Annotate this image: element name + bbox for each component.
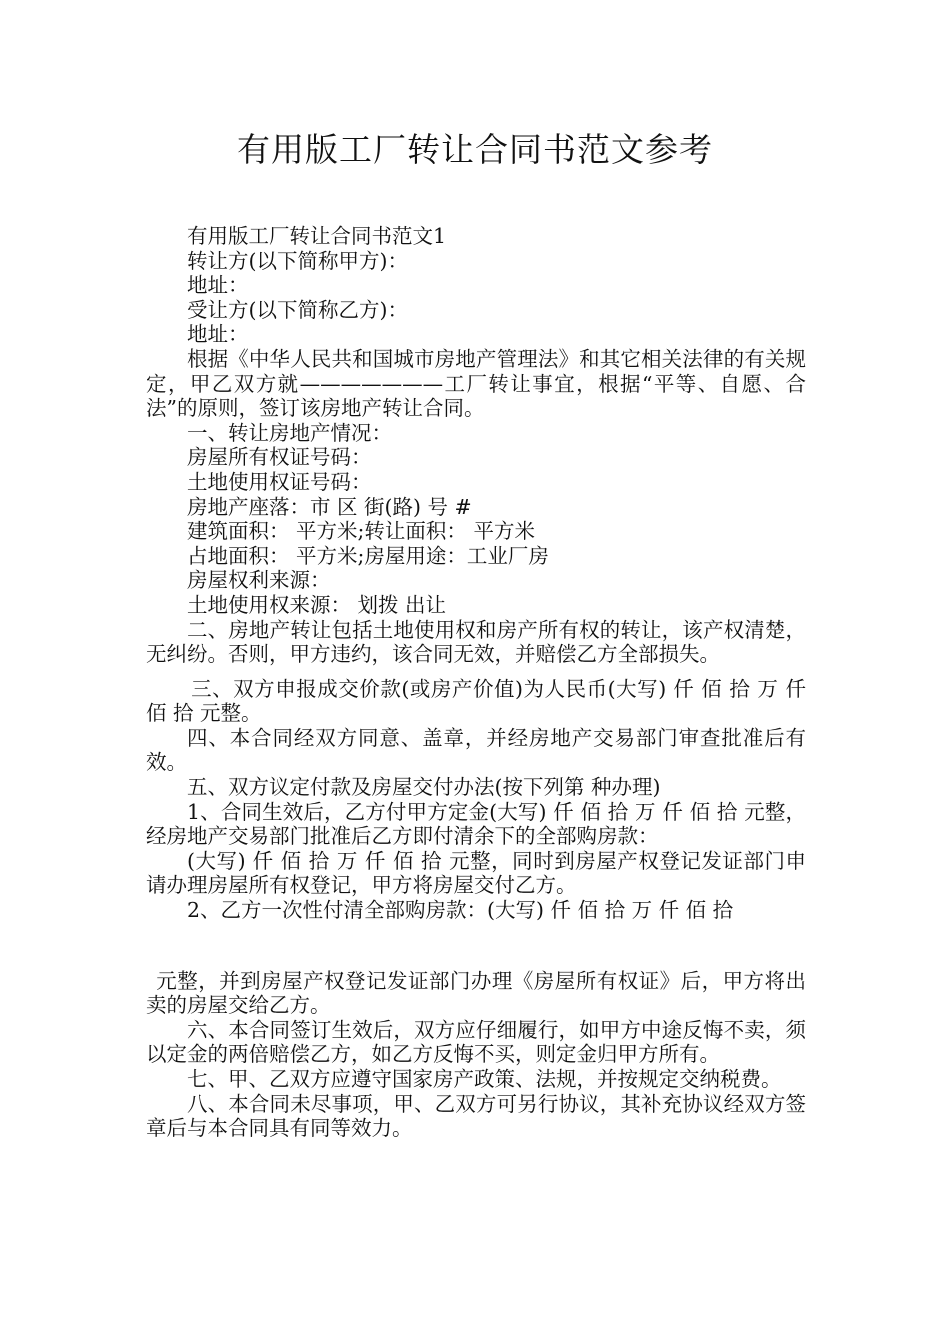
- party-a-address: 地址：: [187, 273, 249, 298]
- location-line: 房地产座落：市 区 街(路) 号 #: [187, 494, 472, 519]
- clause-6-paragraph: 六、本合同签订生效后，双方应仔细履行，如甲方中途反悔不卖，须以定金的两倍赔偿乙方，如乙方反悔不买，则定金归甲方所有。: [146, 1017, 806, 1067]
- ownership-cert-line: 房屋所有权证号码：: [187, 445, 372, 470]
- party-b-address: 地址：: [187, 322, 249, 347]
- party-a-line: 转让方(以下简称甲方)：: [187, 248, 408, 273]
- clause-3-paragraph: 三、双方申报成交价款(或房产价值)为人民币(大写) 仟 佰 拾 万 仟 佰 拾 元整。: [146, 676, 806, 726]
- preamble-paragraph: 根据《中华人民共和国城市房地产管理法》和其它相关法律的有关规定，甲乙双方就———————工厂转让事宜，根据“平等、自愿、合法”的原则，签订该房地产转让合同。: [146, 346, 806, 421]
- clause-5-item-1-continued: (大写) 仟 佰 拾 万 仟 佰 拾 元整，同时到房屋产权登记发证部门申请办理房屋所有权登记，甲方将房屋交付乙方。: [146, 848, 806, 898]
- clause-1-heading: 一、转让房地产情况：: [187, 420, 392, 445]
- floor-area-line: 建筑面积： 平方米;转让面积： 平方米: [187, 519, 535, 544]
- clause-5-item-2: 2、乙方一次性付清全部购房款：(大写) 仟 佰 拾 万 仟 佰 拾: [187, 898, 734, 923]
- clause-7-paragraph: 七、甲、乙双方应遵守国家房产政策、法规，并按规定交纳税费。: [187, 1067, 782, 1091]
- clause-2-paragraph: 二、房地产转让包括土地使用权和房产所有权的转让，该产权清楚，无纠纷。否则，甲方违约，该合同无效，并赔偿乙方全部损失。: [146, 617, 806, 667]
- rights-source-line: 房屋权利来源：: [187, 568, 331, 593]
- document-body: [146, 224, 806, 1141]
- land-rights-source-line: 土地使用权来源： 划拨 出让: [187, 592, 447, 617]
- clause-4-paragraph: 四、本合同经双方同意、盖章，并经房地产交易部门审查批准后有效。: [146, 725, 806, 775]
- land-area-line: 占地面积： 平方米;房屋用途：工业厂房: [187, 543, 549, 568]
- section-heading: 有用版工厂转让合同书范文1: [187, 224, 447, 248]
- party-b-line: 受让方(以下简称乙方)：: [187, 297, 408, 322]
- document-title: 有用版工厂转让合同书范文参考: [237, 130, 713, 169]
- clause-5-item-1: 1、合同生效后，乙方付甲方定金(大写) 仟 佰 拾 万 仟 佰 拾 元整，经房地产交易部门批准后乙方即付清余下的全部购房款：: [146, 799, 806, 849]
- land-cert-line: 土地使用权证号码：: [187, 469, 372, 494]
- clause-5-heading: 五、双方议定付款及房屋交付办法(按下列第 种办理): [187, 775, 661, 800]
- clause-8-paragraph: 八、本合同未尽事项，甲、乙双方可另行协议，其补充协议经双方签章后与本合同具有同等效力。: [146, 1091, 806, 1141]
- clause-5-item-2-continued: 元整，并到房屋产权登记发证部门办理《房屋所有权证》后，甲方将出卖的房屋交给乙方。: [146, 968, 806, 1018]
